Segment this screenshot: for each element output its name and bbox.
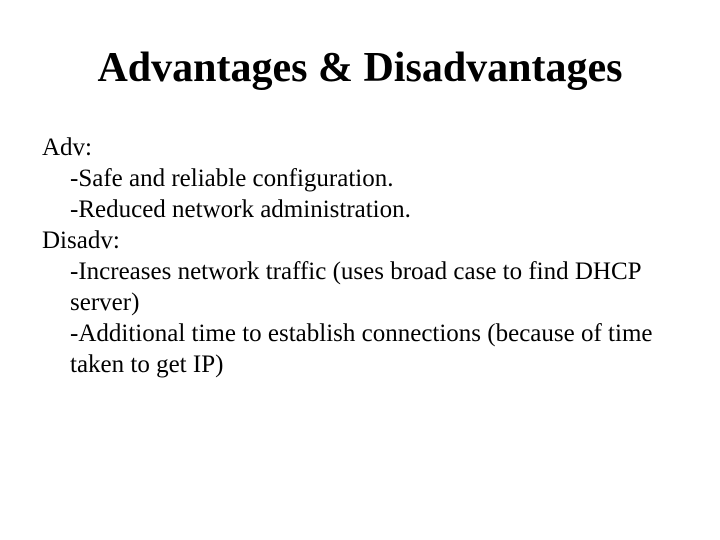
slide-title: Advantages & Disadvantages <box>97 45 623 91</box>
advantage-item: -Reduced network administration. <box>70 196 411 223</box>
advantage-item: -Safe and reliable configuration. <box>70 165 394 192</box>
disadvantage-item: -Additional time to establish connections (because of time taken to get IP) <box>70 320 653 378</box>
disadvantages-section <box>42 225 692 380</box>
advantages-heading: Adv: <box>42 134 92 161</box>
advantages-section <box>42 132 692 225</box>
disadvantage-item: -Increases network traffic (uses broad case to find DHCP server) <box>70 258 641 316</box>
slide-body <box>42 132 692 380</box>
disadvantages-heading: Disadv: <box>42 227 120 254</box>
